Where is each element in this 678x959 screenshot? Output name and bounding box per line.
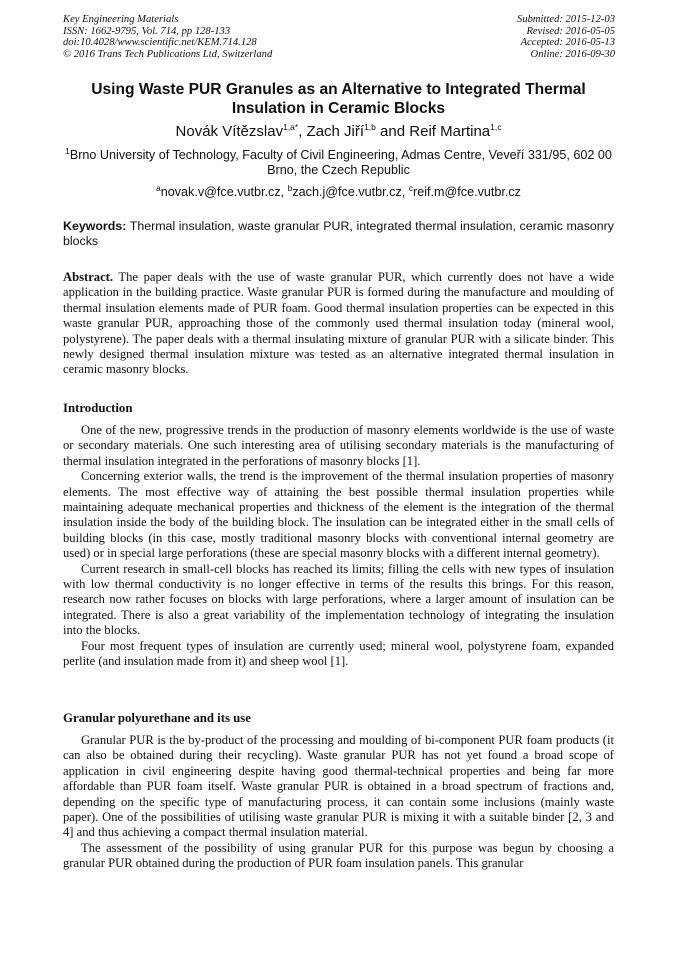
section-heading-introduction: Introduction — [63, 401, 133, 415]
abstract-text: The paper deals with the use of waste granular PUR, which currently does not have a wide application in the building practice. Waste granular PUR is formed during the manufacture and moulding of thermal insulation elements made of PUR foam. Good thermal insulation properties can be expected in this waste granular PUR, approaching those of the commonly used thermal insulation today (mineral wool, polystyrene). The paper deals with a thermal insulating mixture of granular PUR with a silicate binder. This newly designed thermal insulation mixture was tested as an alternative integrated thermal insulation in ceramic masonry blocks. — [63, 270, 614, 377]
paper-title: Using Waste PUR Granules as an Alternative to Integrated Thermal Insulation in Ceramic Blocks — [91, 81, 586, 117]
author-name: Reif Martina — [409, 123, 491, 140]
email-address[interactable]: reif.m@fce.vutbr.cz — [413, 185, 521, 199]
section-introduction — [63, 423, 614, 670]
keywords-text: Thermal insulation, waste granular PUR, integrated thermal insulation, ceramic masonry blocks — [63, 219, 614, 249]
email-separator: , — [280, 185, 288, 199]
paragraph: One of the new, progressive trends in the production of masonry elements worldwide is the use of waste or secondary materials. One such interesting area of utilising secondary materials is the manufacturing of thermal insulation integrated in the perforations of masonry blocks [1]. — [63, 423, 614, 468]
date-accepted: Accepted: 2016-05-13 — [520, 37, 615, 49]
affiliation-mark: 1 — [65, 145, 70, 156]
email-address[interactable]: novak.v@fce.vutbr.cz — [160, 185, 281, 199]
journal-doi: doi:10.4028/www.scientific.net/KEM.714.128 — [63, 37, 257, 49]
email-separator: , — [401, 185, 409, 199]
author-name: Novák Vítězslav — [175, 123, 284, 140]
author-name: Zach Jiří — [306, 123, 365, 140]
section-heading-granular-polyurethane: Granular polyurethane and its use — [63, 711, 251, 725]
email-mark: c — [408, 182, 414, 193]
email-list — [63, 182, 614, 200]
paragraph: Concerning exterior walls, the trend is the improvement of the thermal insulation properties of masonry elements. The most effective way of attaining the best possible thermal insulation properties while maintaining adequate mechanical properties and thickness of the element is the integration of the thermal insulation inside the body of the building block. The insulation can be integrated either in the small cells of building blocks (in this case, mostly traditional masonry blocks with conventional internal geometry are used) or in special large perforations (these are special masonry blocks with a different internal geometry). — [63, 469, 614, 561]
affiliation — [63, 145, 614, 179]
date-revised: Revised: 2016-05-05 — [526, 25, 615, 37]
paragraph: The assessment of the possibility of using granular PUR for this purpose was begun by choosing a granular PUR obtained during the production of PUR foam insulation panels. This granular — [63, 840, 614, 871]
keywords — [63, 219, 614, 249]
author-separator: and — [375, 123, 410, 140]
paragraph: Granular PUR is the by-product of the processing and moulding of bi-component PUR foam products (it can also be obtained during their recycling). Waste granular PUR has not yet found a broad scope of application in civil engineering despite having good thermal-technical properties and being far more affordable than PUR foam itself. Waste granular PUR is obtained in a broad spectrum of fractions and, depending on the specific type of manufacturing process, it can contain some inclusions (mainly waste paper). One of the possibilities of utilising waste granular PUR is mixing it with a suitable binder [2, 3 and 4] and thus achieving a compact thermal insulation material. — [63, 733, 614, 840]
author-affiliation-mark: 1,c — [490, 122, 502, 132]
abstract — [63, 270, 614, 378]
date-submitted: Submitted: 2015-12-03 — [517, 14, 615, 25]
journal-issn: ISSN: 1662-9795, Vol. 714, pp 128-133 — [63, 25, 231, 37]
email-mark: b — [287, 182, 293, 193]
journal-name: Key Engineering Materials — [63, 14, 179, 25]
paragraph: Four most frequent types of insulation are currently used; mineral wool, polystyrene foam, expanded perlite (and insulation made from it) and sheep wool [1]. — [63, 638, 614, 669]
keywords-label: Keywords: — [63, 219, 127, 233]
section-granular-polyurethane — [63, 733, 614, 872]
author-affiliation-mark: 1,a* — [283, 122, 299, 132]
journal-copyright: © 2016 Trans Tech Publications Ltd, Switzerland — [63, 48, 273, 60]
dates-header — [517, 14, 615, 60]
paragraph: Current research in small-cell blocks has reached its limits; filling the cells with new types of insulation with low thermal conductivity is no longer effective in terms of the results this brings. For this reason, research now rather focuses on blocks with large perforations, where a larger amount of insulation can be integrated. There is also a great variability of the implementation technology of integrating the insulation into the blocks. — [63, 561, 614, 638]
journal-header — [63, 14, 272, 60]
abstract-label: Abstract. — [63, 270, 114, 284]
email-mark: a — [156, 182, 161, 193]
email-address[interactable]: zach.j@fce.vutbr.cz — [292, 185, 402, 199]
author-separator: , — [298, 123, 307, 140]
author-list — [63, 123, 614, 141]
date-online: Online: 2016-09-30 — [530, 48, 615, 60]
affiliation-text: Brno University of Technology, Faculty of Civil Engineering, Admas Centre, Veveří 331/95, 602 00 Brno, the Czech Republic — [69, 148, 612, 178]
author-affiliation-mark: 1,b — [364, 122, 376, 132]
